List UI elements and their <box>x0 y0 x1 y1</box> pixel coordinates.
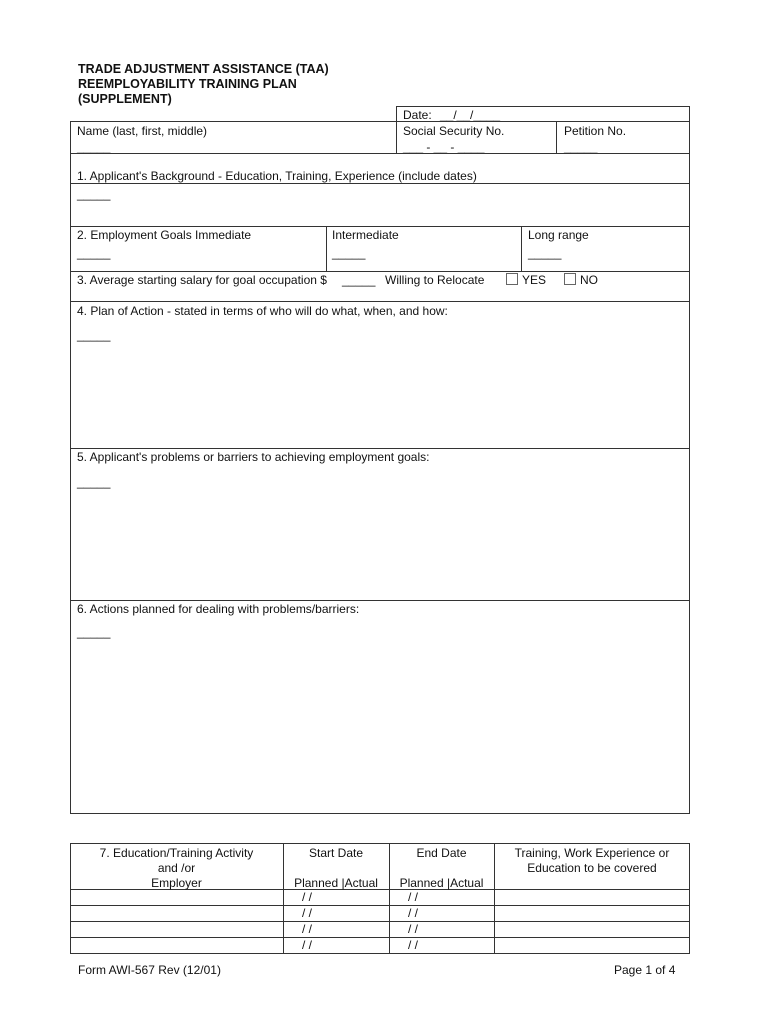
section2-label: 2. Employment Goals Immediate <box>77 228 252 242</box>
row3-end-date[interactable]: / / <box>408 922 419 936</box>
ssn-field[interactable]: ___ - __ - ____ <box>403 140 485 154</box>
row2-end-date[interactable]: / / <box>408 906 419 920</box>
row1-start-date[interactable]: / / <box>302 890 313 904</box>
col1-line1: 7. Education/Training Activity <box>99 846 254 860</box>
date-label: Date: <box>403 108 432 122</box>
end-date-header: End Date <box>416 846 467 860</box>
table-col4-header <box>494 846 690 875</box>
end-date-subheader: Planned |Actual <box>399 876 484 890</box>
section1-label: 1. Applicant's Background - Education, Training, Experience (include dates) <box>77 169 477 183</box>
section4-label: 4. Plan of Action - stated in terms of who will do what, when, and how: <box>77 304 448 318</box>
start-date-subheader: Planned |Actual <box>294 876 378 890</box>
col1-line2: and /or <box>157 861 196 875</box>
long-range-label: Long range <box>528 228 589 242</box>
relocate-label: Willing to Relocate <box>385 273 485 287</box>
title-line-3: (SUPPLEMENT) <box>78 92 172 106</box>
goal-intermediate-field[interactable]: _____ <box>332 246 366 260</box>
section5-field[interactable]: _____ <box>77 475 111 489</box>
table-col1-header <box>70 846 283 890</box>
petition-field[interactable]: _____ <box>564 140 598 154</box>
section6-label: 6. Actions planned for dealing with problems/barriers: <box>77 602 360 616</box>
petition-label: Petition No. <box>564 124 627 138</box>
intermediate-label: Intermediate <box>332 228 399 242</box>
name-field[interactable]: _____ <box>77 140 111 154</box>
form-id: Form AWI-567 Rev (12/01) <box>78 963 221 977</box>
row4-start-date[interactable]: / / <box>302 938 313 952</box>
relocate-yes-checkbox[interactable] <box>506 273 518 285</box>
row4-end-date[interactable]: / / <box>408 938 419 952</box>
yes-label: YES <box>522 273 547 287</box>
goal-immediate-field[interactable]: _____ <box>77 246 111 260</box>
col1-line3: Employer <box>151 876 202 890</box>
row1-end-date[interactable]: / / <box>408 890 419 904</box>
col4-line1: Training, Work Experience or <box>514 846 670 860</box>
title-line-1: TRADE ADJUSTMENT ASSISTANCE (TAA) <box>78 62 329 76</box>
col4-line2: Education to be covered <box>527 861 657 875</box>
date-field[interactable]: __/__/____ <box>440 108 501 122</box>
row3-start-date[interactable]: / / <box>302 922 313 936</box>
start-date-header: Start Date <box>308 846 364 860</box>
ssn-label: Social Security No. <box>403 124 505 138</box>
name-label: Name (last, first, middle) <box>77 124 208 138</box>
page-number: Page 1 of 4 <box>614 963 676 977</box>
form-title <box>78 62 329 107</box>
section5-label: 5. Applicant's problems or barriers to achieving employment goals: <box>77 450 430 464</box>
relocate-no-checkbox[interactable] <box>564 273 576 285</box>
section6-field[interactable]: _____ <box>77 625 111 639</box>
row2-start-date[interactable]: / / <box>302 906 313 920</box>
goal-long-range-field[interactable]: _____ <box>528 246 562 260</box>
no-label: NO <box>580 273 598 287</box>
section1-field[interactable]: _____ <box>77 187 111 201</box>
form-body <box>70 153 690 814</box>
title-line-2: REEMPLOYABILITY TRAINING PLAN <box>78 77 297 91</box>
section3-label: 3. Average starting salary for goal occupation $ <box>77 273 327 287</box>
salary-field[interactable]: _____ <box>342 273 376 287</box>
section4-field[interactable]: _____ <box>77 328 111 342</box>
